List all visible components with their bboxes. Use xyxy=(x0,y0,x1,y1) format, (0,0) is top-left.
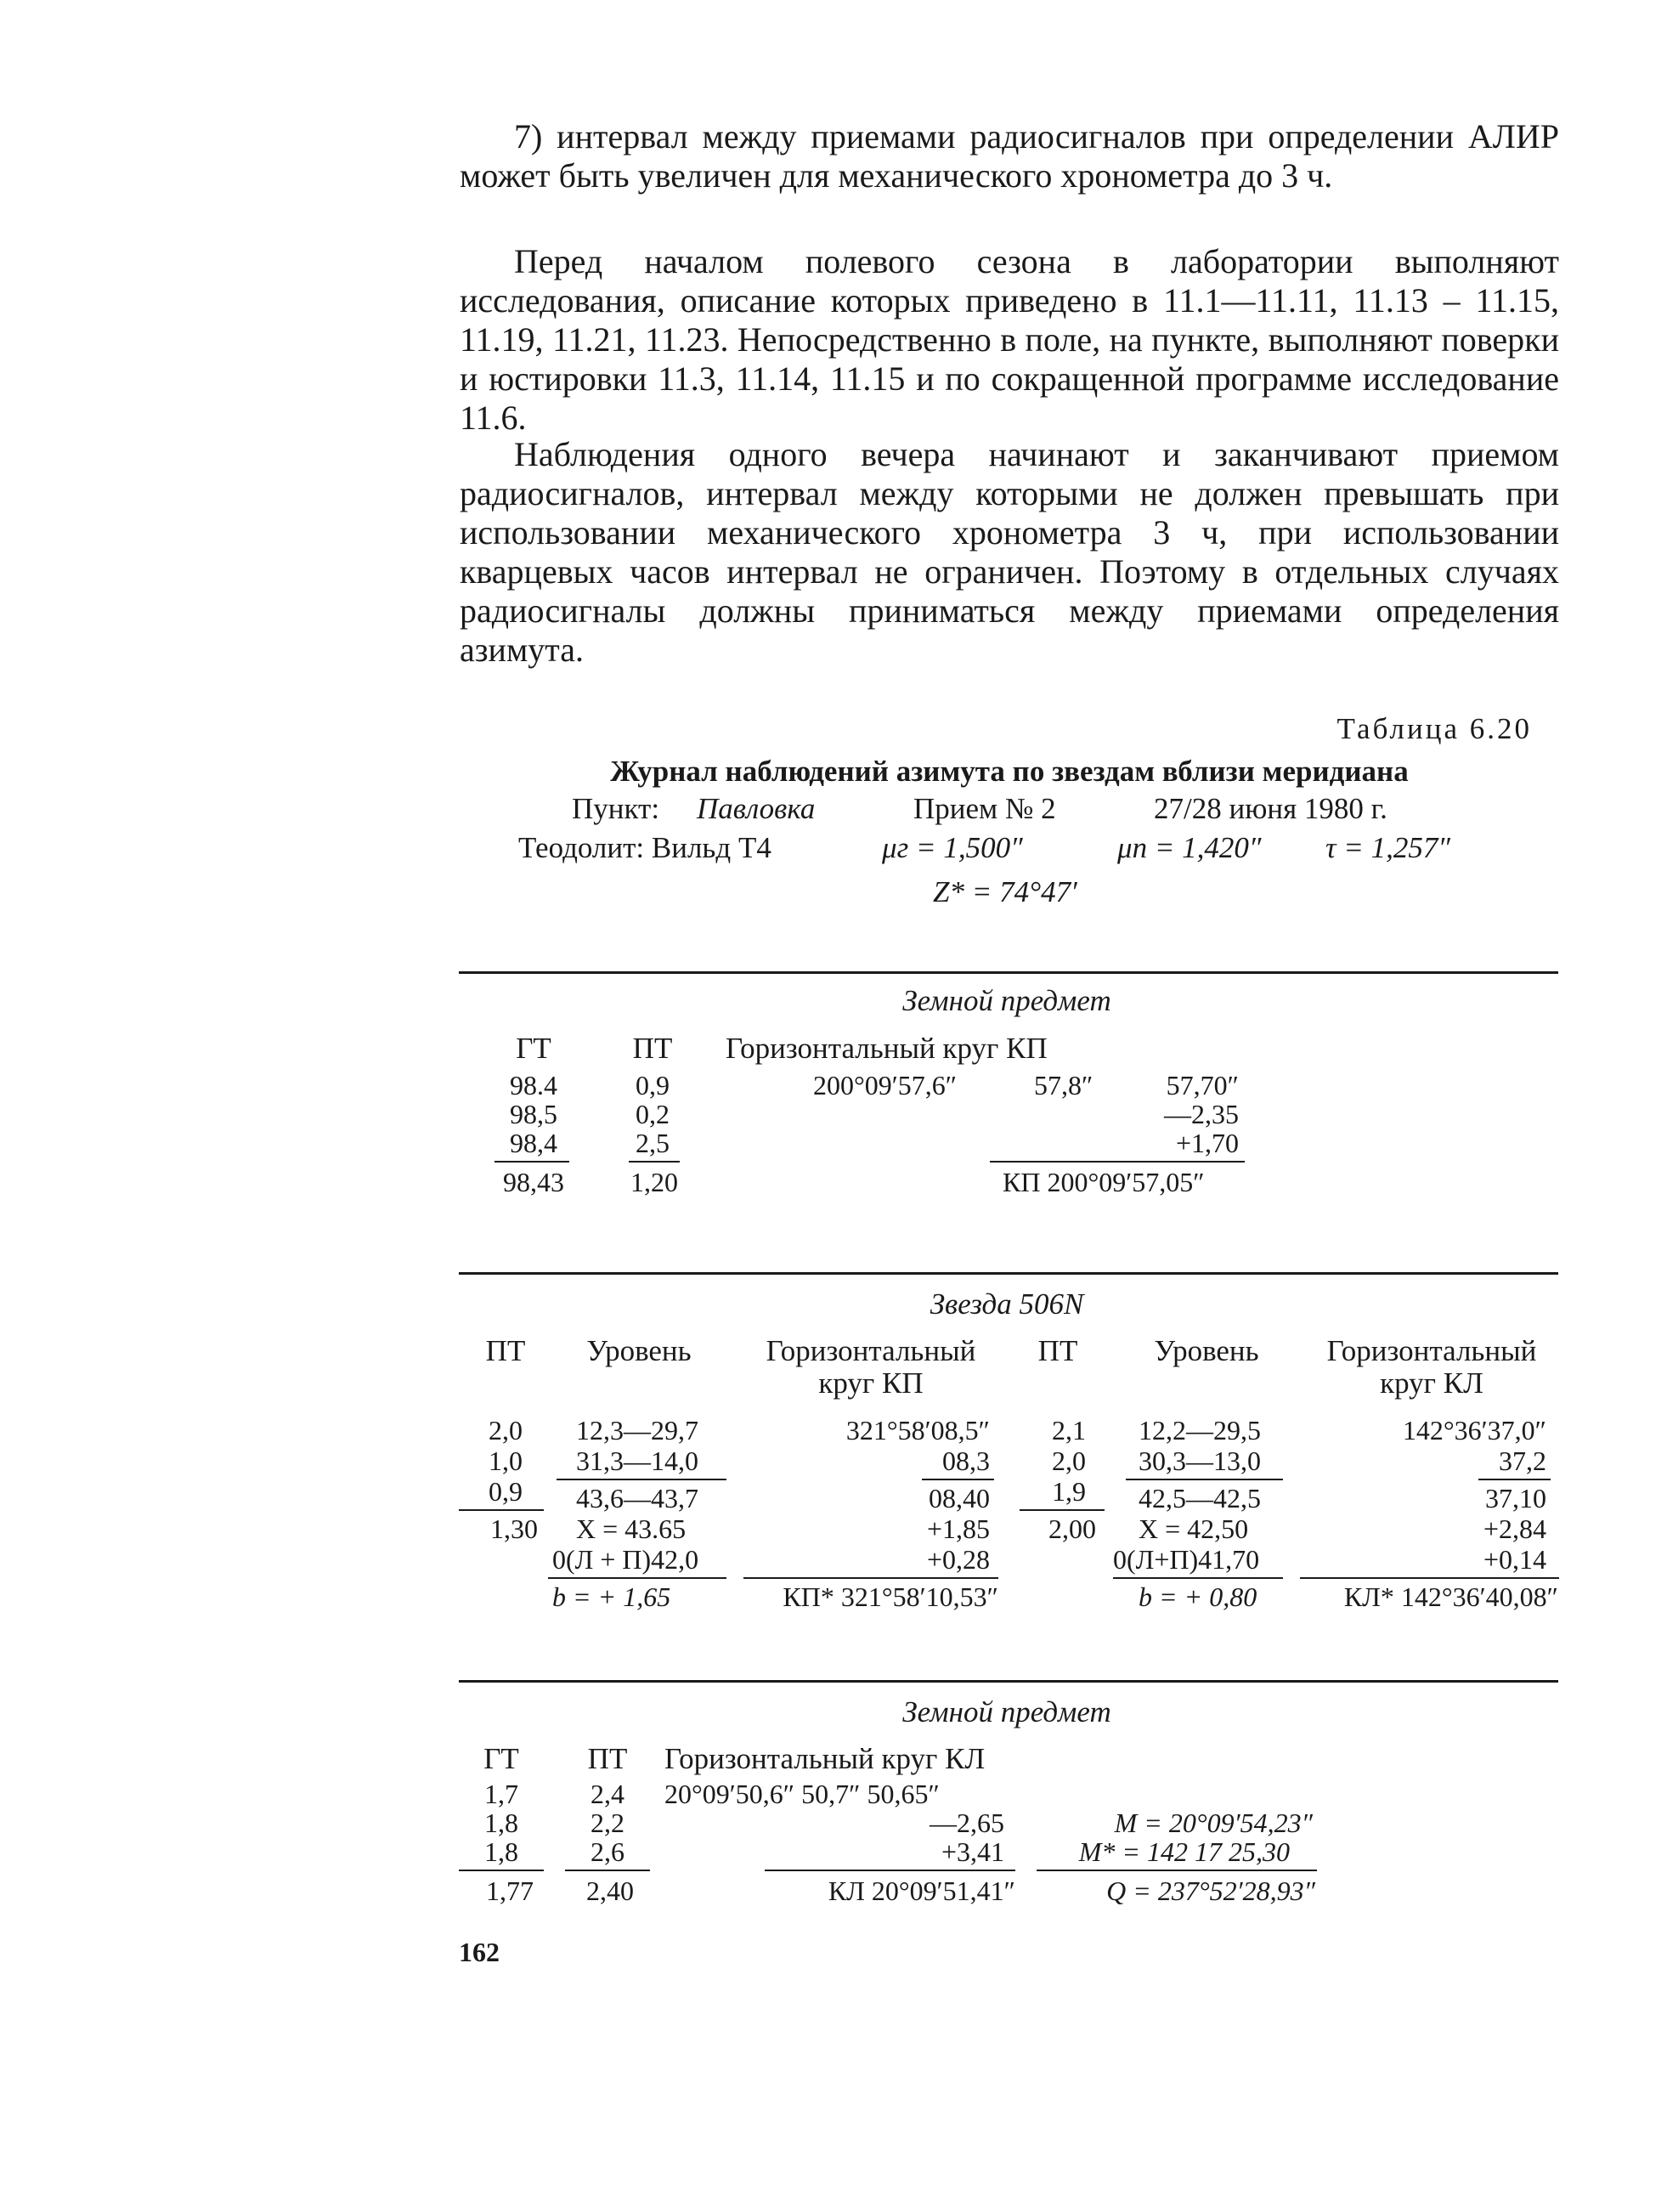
observation-date: 27/28 июня 1980 г. xyxy=(1154,792,1387,825)
s3-Q: Q = 237°52′28,93″ xyxy=(1106,1875,1315,1906)
s2-left-level: X = 43.65 xyxy=(576,1513,687,1544)
tau-value: τ = 1,257″ xyxy=(1325,831,1450,864)
s2-right-circle-rule xyxy=(1478,1479,1551,1480)
s3-pt-row: 2,2 xyxy=(591,1808,624,1838)
table-title: Журнал наблюдений азимута по звездам вблизи меридиана xyxy=(610,755,1409,788)
s3-circle-row1: 20°09′50,6″ 50,7″ 50,65″ xyxy=(664,1779,940,1809)
paragraph-2: Перед началом полевого сезона в лаборатории выполняют исследования, описание которых приведено в 11.1—11.11, 11.13 – 11.15, 11.19, 11.21, 11.23. Непосредственно в поле, на пункте, выполняют поверки и юстировки 11.3, 11.14, 11.15 и по сокращенной программе исследование 11.6. xyxy=(460,242,1559,437)
s2-left-result-rule xyxy=(743,1577,998,1579)
s2-left-b-rule xyxy=(548,1577,726,1579)
s2-left-circle: 08,40 xyxy=(929,1483,990,1513)
s2-right-pt-mean: 2,00 xyxy=(1048,1513,1096,1544)
s1-pt-row: 0,9 xyxy=(636,1070,670,1100)
s2-header-level-left: Уровень xyxy=(586,1334,692,1367)
s2-right-b: b = + 0,80 xyxy=(1139,1581,1257,1612)
s3-gt-row: 1,7 xyxy=(484,1779,518,1809)
s2-left-pt: 2,0 xyxy=(489,1415,523,1445)
s3-gt-rule xyxy=(459,1870,544,1871)
s1-gt-row: 98,5 xyxy=(510,1099,557,1129)
s3-pt-row: 2,6 xyxy=(591,1836,624,1867)
s2-header-pt-right: ПТ xyxy=(1037,1334,1078,1367)
s2-right-circle: 37,2 xyxy=(1499,1445,1546,1476)
s2-left-b: b = + 1,65 xyxy=(552,1581,671,1612)
s1-gt-row: 98,4 xyxy=(510,1128,557,1158)
s3-pt-mean: 2,40 xyxy=(586,1875,634,1906)
s1-gt-row: 98.4 xyxy=(510,1070,557,1100)
s2-left-pt: 1,0 xyxy=(489,1445,523,1476)
s2-right-level: 12,2—29,5 xyxy=(1139,1415,1261,1445)
s3-circle-c: —2,65 xyxy=(930,1808,1004,1838)
s2-right-level: 0(Л+П)41,70 xyxy=(1113,1544,1260,1575)
s3-pt-rule xyxy=(565,1870,650,1871)
s2-left-level: 12,3—29,7 xyxy=(576,1415,698,1445)
s1-result: КП 200°09′57,05″ xyxy=(1003,1167,1205,1197)
s3-gt-row: 1,8 xyxy=(484,1836,518,1867)
section-3-title: Земной предмет xyxy=(902,1695,1111,1728)
s3-header-circle: Горизонтальный круг КЛ xyxy=(664,1742,986,1775)
s2-right-circle: 37,10 xyxy=(1485,1483,1546,1513)
s2-left-result: КП* 321°58′10,53″ xyxy=(783,1581,998,1612)
s3-M: M = 20°09′54,23″ xyxy=(1114,1808,1313,1838)
s1-circle-c: 57,70″ xyxy=(1166,1070,1239,1100)
s2-right-result: КЛ* 142°36′40,08″ xyxy=(1343,1581,1558,1612)
s3-header-pt: ПТ xyxy=(587,1742,628,1775)
s2-left-circle: 321°58′08,5″ xyxy=(845,1415,990,1445)
s2-left-pt: 0,9 xyxy=(489,1476,523,1507)
s3-Q-rule xyxy=(1037,1870,1317,1871)
s3-M-star: M* = 142 17 25,30 xyxy=(1078,1836,1290,1867)
section-1-header-circle: Горизонтальный круг КП xyxy=(726,1032,1048,1065)
s3-gt-row: 1,8 xyxy=(484,1808,518,1838)
s1-circle-b: 57,8″ xyxy=(1034,1070,1093,1100)
s2-right-b-rule xyxy=(1113,1577,1283,1579)
s2-header-level-right: Уровень xyxy=(1154,1334,1259,1367)
s3-gt-mean: 1,77 xyxy=(486,1875,534,1906)
s2-header-circle-right: Горизонтальный xyxy=(1326,1334,1537,1367)
s3-result: КЛ 20°09′51,41″ xyxy=(828,1875,1015,1906)
s2-header-circle-left: Горизонтальный xyxy=(766,1334,976,1367)
section-1-rule xyxy=(459,971,1558,974)
s2-left-level: 43,6—43,7 xyxy=(576,1483,698,1513)
section-2-title: Звезда 506N xyxy=(930,1287,1084,1321)
s1-circle-a: 200°09′57,6″ xyxy=(813,1070,958,1100)
s1-pt-mean: 1,20 xyxy=(630,1167,678,1197)
s2-right-level: 30,3—13,0 xyxy=(1139,1445,1261,1476)
s1-pt-row: 2,5 xyxy=(636,1128,670,1158)
s2-left-circle-rule xyxy=(922,1479,994,1480)
s2-header-circle-right-2: круг КЛ xyxy=(1380,1366,1483,1400)
section-1-title: Земной предмет xyxy=(902,984,1111,1017)
s1-gt-sum-rule xyxy=(494,1161,569,1163)
s2-left-circle: +0,28 xyxy=(926,1544,990,1575)
section-3-rule xyxy=(459,1680,1558,1683)
mu-p-value: μп = 1,420″ xyxy=(1117,831,1262,864)
s1-circle-c: +1,70 xyxy=(1175,1128,1239,1158)
s1-result-rule xyxy=(990,1161,1245,1163)
s2-right-pt: 2,0 xyxy=(1052,1445,1086,1476)
s2-right-circle: +2,84 xyxy=(1483,1513,1546,1544)
s3-header-gt: ГТ xyxy=(483,1742,519,1775)
punkt-value: Павловка xyxy=(697,792,816,825)
s2-left-pt-rule xyxy=(459,1509,544,1511)
section-1-header-gt: ГТ xyxy=(516,1032,551,1065)
s2-left-level: 31,3—14,0 xyxy=(576,1445,698,1476)
s2-right-pt: 1,9 xyxy=(1052,1476,1086,1507)
s2-right-level-rule xyxy=(1126,1479,1283,1480)
s2-right-pt: 2,1 xyxy=(1052,1415,1086,1445)
s1-gt-mean: 98,43 xyxy=(503,1167,564,1197)
s2-left-level-rule xyxy=(557,1479,726,1480)
s2-left-level: 0(Л + П)42,0 xyxy=(552,1544,699,1575)
s2-right-circle: 142°36′37,0″ xyxy=(1402,1415,1546,1445)
paragraph-3: Наблюдения одного вечера начинают и заканчивают приемом радиосигналов, интервал между которыми не должен превышать при использовании механического хронометра 3 ч, при использовании кварцевых часов интервал не ограничен. Поэтому в отдельных случаях радиосигналы должны приниматься между приемами определения азимута. xyxy=(460,435,1559,669)
s2-right-level: X = 42,50 xyxy=(1139,1513,1249,1544)
zenith-distance: Z* = 74°47′ xyxy=(933,875,1077,908)
priem-number: Прием № 2 xyxy=(913,792,1056,825)
table-label: Таблица 6.20 xyxy=(1336,712,1532,745)
s2-right-level: 42,5—42,5 xyxy=(1139,1483,1261,1513)
s2-right-pt-rule xyxy=(1020,1509,1105,1511)
s2-header-circle-left-2: круг КП xyxy=(818,1366,924,1400)
punkt-label: Пункт: xyxy=(572,792,660,825)
s3-result-rule xyxy=(765,1870,1015,1871)
s2-left-circle: +1,85 xyxy=(926,1513,990,1544)
s2-right-circle: +0,14 xyxy=(1483,1544,1546,1575)
s1-pt-row: 0,2 xyxy=(636,1099,670,1129)
mu-g-value: μг = 1,500″ xyxy=(882,831,1023,864)
s2-left-circle: 08,3 xyxy=(942,1445,990,1476)
section-1-header-pt: ПТ xyxy=(632,1032,673,1065)
s1-circle-c: —2,35 xyxy=(1164,1099,1239,1129)
s3-pt-row: 2,4 xyxy=(591,1779,624,1809)
s3-circle-c: +3,41 xyxy=(941,1836,1004,1867)
s1-pt-sum-rule xyxy=(629,1161,680,1163)
section-2-rule xyxy=(459,1272,1558,1275)
s2-right-result-rule xyxy=(1300,1577,1559,1579)
paragraph-1: 7) интервал между приемами радиосигналов при определении АЛИР может быть увеличен для механического хронометра до 3 ч. xyxy=(460,117,1559,195)
s2-left-pt-mean: 1,30 xyxy=(490,1513,538,1544)
page-number: 162 xyxy=(459,1937,500,1967)
theodolite-label: Теодолит: Вильд Т4 xyxy=(518,831,771,864)
s2-header-pt-left: ПТ xyxy=(485,1334,526,1367)
